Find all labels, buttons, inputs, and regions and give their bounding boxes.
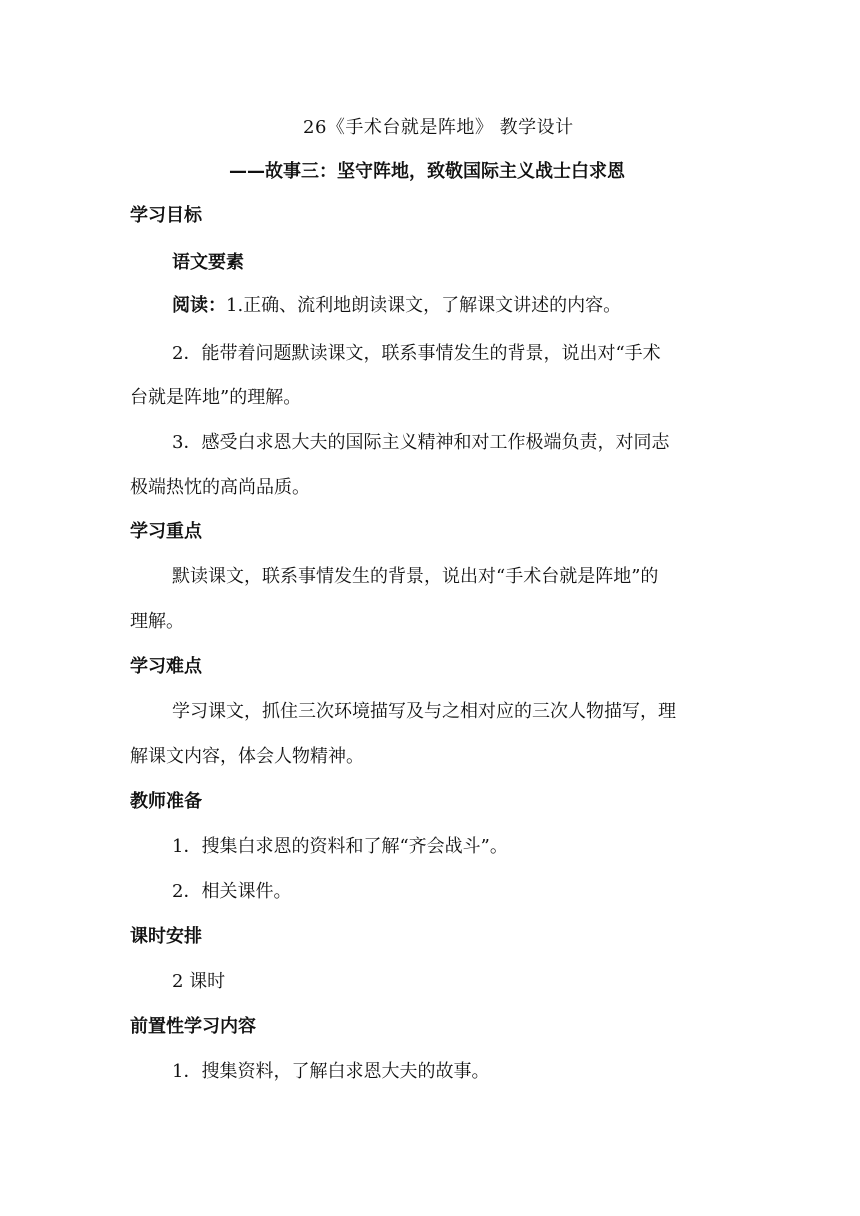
- key-points-line-1: 默读课文，联系事情发生的背景，说出对“手术台就是阵地”的: [172, 566, 659, 587]
- subheading-language-elements: 语文要素: [172, 252, 244, 273]
- objective-reading-item-1: [172, 294, 621, 318]
- pre-learning-item-1: 1．搜集资料，了解白求恩大夫的故事。: [172, 1061, 490, 1082]
- objective-item-3-line-2: 极端热忱的高尚品质。: [130, 477, 310, 498]
- section-heading-key-points: 学习重点: [130, 521, 202, 542]
- section-heading-schedule: 课时安排: [130, 926, 202, 947]
- reading-label: 阅读：: [172, 295, 226, 316]
- key-points-line-2: 理解。: [130, 611, 184, 632]
- section-heading-difficulties: 学习难点: [130, 656, 202, 677]
- document-subtitle: ——故事三：坚守阵地，致敬国际主义战士白求恩: [229, 161, 625, 182]
- schedule-value: 2 课时: [172, 971, 226, 992]
- objective-item-2-line-2: 台就是阵地”的理解。: [130, 387, 302, 408]
- objective-item-1-text: 1.正确、流利地朗读课文，了解课文讲述的内容。: [226, 295, 622, 316]
- difficulties-line-1: 学习课文，抓住三次环境描写及与之相对应的三次人物描写，理: [172, 701, 676, 722]
- document-title: 26《手术台就是阵地》 教学设计: [303, 117, 574, 138]
- section-heading-teacher-prep: 教师准备: [130, 791, 202, 812]
- objective-item-3-line-1: 3．感受白求恩大夫的国际主义精神和对工作极端负责，对同志: [172, 432, 670, 453]
- teacher-prep-item-1: 1．搜集白求恩的资料和了解“齐会战斗”。: [172, 836, 508, 857]
- teacher-prep-item-2: 2．相关课件。: [172, 881, 292, 902]
- section-heading-objectives: 学习目标: [130, 205, 202, 226]
- section-heading-pre-learning: 前置性学习内容: [130, 1016, 256, 1037]
- objective-item-2-line-1: 2．能带着问题默读课文，联系事情发生的背景，说出对“手术: [172, 343, 661, 364]
- difficulties-line-2: 解课文内容，体会人物精神。: [130, 746, 364, 767]
